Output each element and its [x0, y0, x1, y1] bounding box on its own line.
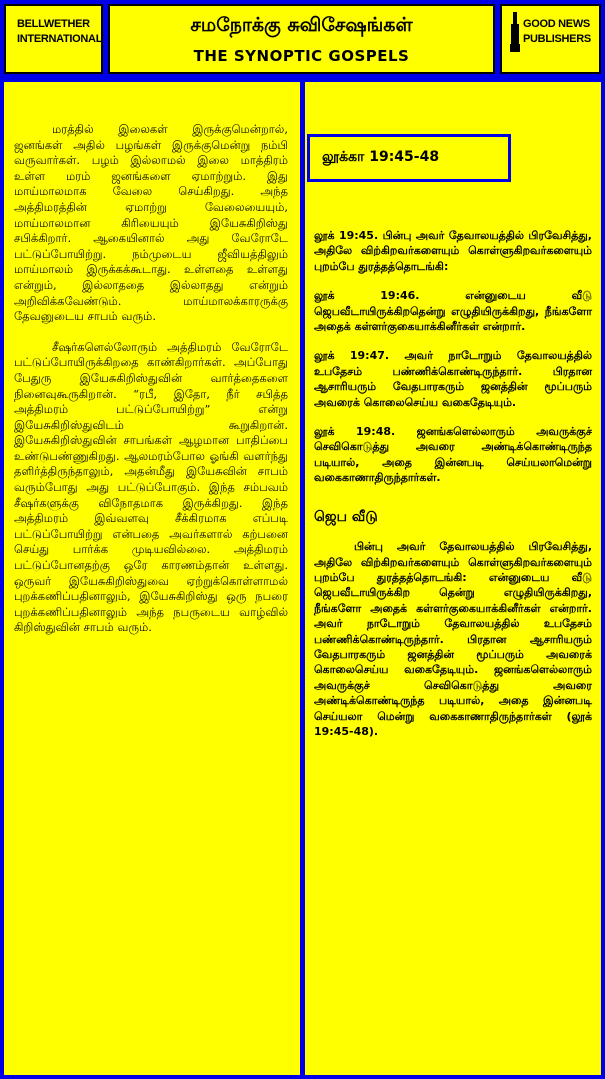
verse-45: லூக் 19:45. பின்பு அவர் தேவாலயத்தில் பிரவேசித்து, அதிலே விற்கிறவர்களையும் கொள்ளுகிறவர்களையும் புறம்பே துரத்தத்தொடங்கி:: [314, 229, 592, 273]
frame-column-divider: [300, 74, 305, 1079]
title-tamil: சமநோக்கு சுவிசேஷங்கள்: [190, 14, 413, 36]
section-paragraph: பின்பு அவர் தேவாலயத்தில் பிரவேசித்து, அதிலே விற்கிறவர்களையும் கொள்ளுகிறவர்களையும் புறம்பே துரத்தத்தொடங்கி: என்னுடைய வீடு ஜெபவீடாயிருக்கிற தென்று எழுதியிருக்கிறது, நீங்களோ அதைக் கள்ளர்குகையாக்கினீர்கள் என்றார். அவர் நாடோறும் தேவாலயத்தில் உபதேசம் பண்ணிக்கொண்டிருந்தார். பிரதான ஆசாரியரும் வேதபாரகரும் ஜனத்தின் மூப்பரும் அவரைக் கொலைசெய்ய வகைதேடியும். ஜனங்களெல்லாரும் அவருக்குச் செவிகொடுத்து அவரை அண்டிக்கொண்டிருந்த படியால், அதை இன்னபடி செய்யலா மென்று வகைகாணாதிருந்தார்கள் (லூக் 19:45-48).: [314, 540, 592, 738]
frame-left: [0, 0, 4, 1079]
scripture-column: [314, 228, 592, 753]
frame-right: [601, 0, 605, 1079]
title-box: [108, 4, 495, 74]
verse-47: லூக் 19:47. அவர் நாடோறும் தேவாலயத்தில் உபதேசம் பண்ணிக்கொண்டிருந்தார். பிரதான ஆசாரியரும் வேதபாரகரும் ஜனத்தின் மூப்பரும் அவரைக் கொலைசெய்ய வகைதேடியும்.: [314, 349, 592, 409]
title-english: THE SYNOPTIC GOSPELS: [193, 47, 410, 65]
verse-48: லூக் 19:48. ஜனங்களெல்லாரும் அவருக்குச் செவிகொடுத்து அவரை அண்டிக்கொண்டிருந்த படியால், அதை இன்னபடி செய்யலாமென்று வகைகாணாதிருந்தார்கள்.: [314, 425, 592, 485]
left-logo-box: [4, 4, 103, 74]
scripture-reference: லூக்கா 19:45-48: [307, 134, 511, 182]
commentary-paragraph-2: சீஷர்களெல்லோரும் அத்திமரம் வேரோடே பட்டுப்போயிருக்கிறதை காண்கிறார்கள். அப்போது பேதுரு இயேசுகிறிஸ்துவின் வார்த்தைகளை நினைவுகூருகிறான். “ரபீ, இதோ, நீர் சபித்த அத்திமரம் பட்டுப்போயிற்று” என்று இயேசுகிறிஸ்துவிடம் கூறுகிறான். இயேசுகிறிஸ்துவின் சாபங்கள் ஆழமான பாதிப்பை உண்டுபண்ணுகிறது. ஆலமரம்போல ஓங்கி வளர்ந்து தளிர்த்திருந்தாலும், அதன்மீது இயேசுவின் சாபம் வரும்போது அது பட்டுப்போகும். இந்த சம்பவம் சீஷர்களுக்கு விநோதமாக இருக்கிறது. இந்த அத்திமரம் இவ்வளவு சீக்கிரமாக எப்படி பட்டுப்போயிற்று என்பதை அவர்களால் கற்பனை செய்து பார்க்க முடியவில்லை. அத்திமரம் பட்டுப்போனதற்கு ஒரே காரணம்தான் உள்ளது. ஒருவர் இயேசுகிறிஸ்துவை ஏற்றுக்கொள்ளாமல் புறக்கணிப்பதினாலும், இயேசுகிறிஸ்து ஒரு நபரை புறக்கணிப்பதினாலும் அந்த நபருடைய வாழ்வில் கிறிஸ்துவின் சாபம் வரும்.: [14, 339, 288, 635]
good-news-logo: [502, 6, 599, 52]
right-logo-box: [500, 4, 601, 74]
verse-46: லூக் 19:46. என்னுடைய வீடு ஜெபவீடாயிருக்கிறதென்று எழுதியிருக்கிறது, நீங்களோ அதைக் கள்ளர்குகையாக்கினீர்கள் என்றார்.: [314, 289, 592, 334]
section-heading: ஜெப வீடு: [314, 508, 378, 525]
commentary-paragraph-1: மரத்தில் இலைகள் இருக்குமென்றால், ஜனங்கள் அதில் பழங்கள் இருக்குமென்று நம்பி வருவார்கள். பழம் இல்லாமல் இலை மாத்திரம் உள்ள மரம் ஜனங்களை ஏமாற்றும். இது மாய்மாலமாக வேலை செய்கிறது. அந்த அத்திமரத்தின் ஏமாற்று வேலையையும், மாய்மாலமான கிரியையும் இயேசுகிறிஸ்து சபிக்கிறார். ஆகையினால் அது வேரோடே பட்டுப்போயிற்று. நம்முடைய ஜீவியத்திலும் மாய்மாலம் இருக்கக்கூடாது. உள்ளதை உள்ளது என்றும், இல்லாததை இல்லாதது என்றும் அறிவிக்கவேண்டும். மாய்மாலக்காரருக்கு தேவனுடைய சாபம் வரும்.: [14, 122, 288, 324]
good-news-logo-icon: [510, 12, 520, 52]
left-logo-line-1: BELLWETHER: [17, 18, 90, 30]
left-logo-line-2: INTERNATIONAL: [17, 33, 103, 45]
right-logo-line-1: GOOD NEWS: [523, 18, 590, 30]
right-logo-line-2: PUBLISHERS: [523, 33, 591, 45]
commentary-column: [14, 122, 288, 651]
bellwether-logo: [6, 6, 101, 52]
